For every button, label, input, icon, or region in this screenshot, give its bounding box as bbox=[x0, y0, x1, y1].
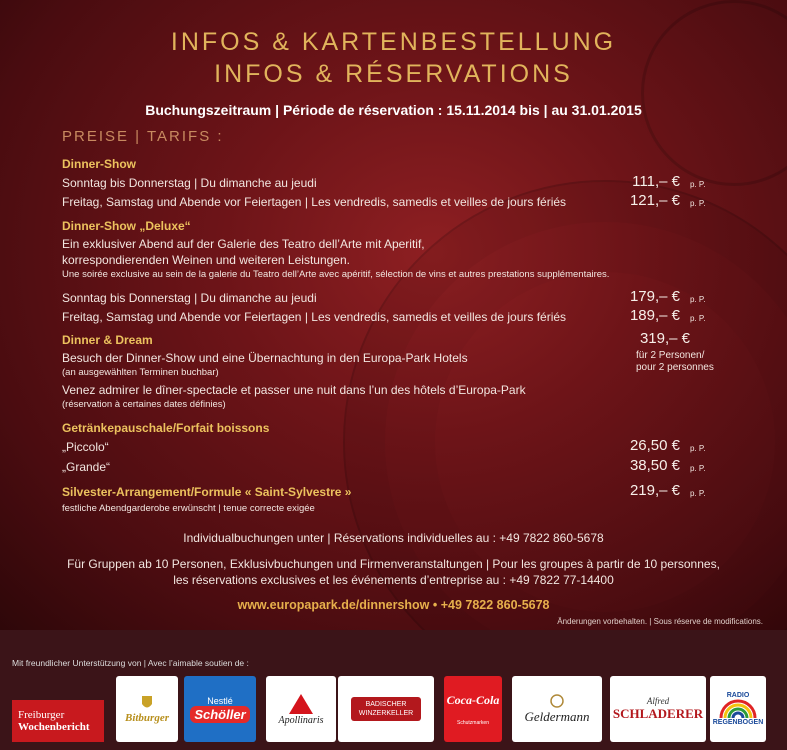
geldermann-crest-icon bbox=[549, 693, 565, 709]
apollinaris-logo bbox=[266, 676, 336, 742]
website-link[interactable]: www.europapark.de/dinnershow • +49 7822 860-5678 bbox=[237, 598, 550, 612]
page-title-de: INFOS & KARTENBESTELLUNG bbox=[170, 28, 617, 56]
dinner-show-row-2-label: Freitag, Samstag und Abende vor Feiertagen | Les vendredis, samedis et veilles de jours fériés bbox=[62, 195, 567, 209]
dinner-show-title: Dinner-Show bbox=[62, 157, 136, 171]
group-booking-2: les réservations exclusives et les événements d’entreprise au : +49 7822 77-14400 bbox=[173, 573, 614, 587]
dinner-show-row-1-label: Sonntag bis Donnerstag | Du dimanche au jeudi bbox=[62, 176, 317, 190]
support-label: Mit freundlicher Unterstützung von | Avec l’aimable soutien de : bbox=[12, 658, 249, 668]
coca-cola-logo bbox=[444, 676, 502, 742]
radio-logo-text-2: REGENBOGEN bbox=[712, 719, 764, 726]
drinks-row-1-price: 26,50 € bbox=[629, 437, 680, 454]
deluxe-desc-1: Ein exklusiver Abend auf der Galerie des Teatro dell’Arte mit Aperitif, bbox=[62, 237, 425, 251]
drinks-title: Getränkepauschale/Forfait boissons bbox=[62, 421, 270, 435]
sponsor-footer bbox=[0, 630, 787, 750]
wein-logo-text-2: WINZERKELLER bbox=[358, 710, 414, 717]
silvester-unit: p. P. bbox=[690, 489, 706, 498]
sponsor-logos bbox=[12, 676, 782, 746]
deluxe-row-1-unit: p. P. bbox=[690, 295, 706, 304]
bitburger-crest-icon bbox=[140, 694, 154, 712]
dinner-show-row-1-price: 111,– € bbox=[632, 173, 680, 190]
disclaimer: Änderungen vorbehalten. | Sous réserve de modifications. bbox=[557, 617, 763, 626]
drinks-row-1-unit: p. P. bbox=[690, 444, 706, 453]
schladerer-logo-text-1: Alfred bbox=[646, 696, 670, 706]
drinks-row-2-label: „Grande“ bbox=[62, 460, 111, 474]
radio-logo-text-1: RADIO bbox=[726, 692, 750, 699]
wein-logo-text-1: BADISCHER bbox=[365, 701, 407, 708]
deluxe-desc-fr: Une soirée exclusive au sein de la galerie du Teatro dell’Arte avec apéritif, sélection de vins et autres prestations supplémentaires. bbox=[62, 269, 610, 280]
badischer-winzerkeller-logo bbox=[338, 676, 434, 742]
deluxe-row-1-price: 179,– € bbox=[629, 288, 680, 305]
cocacola-logo-text: Coca-Cola bbox=[446, 692, 500, 707]
freiburger-logo-text-2: Wochenbericht bbox=[18, 721, 90, 733]
dream-note-2: pour 2 personnes bbox=[636, 362, 714, 373]
freiburger-wochenbericht-logo bbox=[12, 700, 104, 742]
individual-booking: Individualbuchungen unter | Réservations individuelles au : +49 7822 860-5678 bbox=[183, 531, 604, 545]
deluxe-row-2-unit: p. P. bbox=[690, 314, 706, 323]
silvester-title: Silvester-Arrangement/Formule « Saint-Sylvestre » bbox=[62, 485, 352, 499]
dinner-show-row-2-unit: p. P. bbox=[690, 199, 706, 208]
dream-price: 319,– € bbox=[639, 330, 690, 347]
deluxe-desc-2: korrespondierenden Weinen und weiteren Leistungen. bbox=[62, 253, 350, 267]
geldermann-logo bbox=[512, 676, 602, 742]
booking-period: Buchungszeitraum | Période de réservation : 15.11.2014 bis | au 31.01.2015 bbox=[145, 102, 642, 118]
dinner-show-row-2-price: 121,– € bbox=[629, 192, 680, 209]
dream-title: Dinner & Dream bbox=[62, 333, 153, 347]
rainbow-icon bbox=[718, 699, 758, 719]
deluxe-row-2-label: Freitag, Samstag und Abende vor Feiertagen | Les vendredis, samedis et veilles de jours fériés bbox=[62, 310, 567, 324]
schoeller-logo-text: Schöller bbox=[190, 706, 249, 723]
nestle-logo-text: Nestlé bbox=[207, 695, 233, 706]
deluxe-row-1-label: Sonntag bis Donnerstag | Du dimanche au jeudi bbox=[62, 291, 317, 305]
cocacola-logo-sub: Schutzmarken bbox=[457, 719, 489, 726]
bitburger-logo-text: Bitburger bbox=[124, 712, 169, 724]
schladerer-logo bbox=[610, 676, 706, 742]
nestle-schoeller-logo bbox=[184, 676, 256, 742]
bitburger-logo bbox=[116, 676, 178, 742]
dream-note-1: für 2 Personen/ bbox=[636, 350, 705, 361]
freiburger-logo-text-1: Freiburger bbox=[18, 709, 65, 721]
silvester-dress-code: festliche Abendgarderobe erwünscht | tenue correcte exigée bbox=[62, 503, 315, 514]
drinks-row-2-unit: p. P. bbox=[690, 464, 706, 473]
deluxe-row-2-price: 189,– € bbox=[629, 307, 680, 324]
radio-regenbogen-logo bbox=[710, 676, 766, 742]
tarifs-heading: PREISE | TARIFS : bbox=[62, 128, 224, 145]
apollinaris-triangle-icon bbox=[288, 693, 314, 715]
dinner-show-row-1-unit: p. P. bbox=[690, 180, 706, 189]
dream-desc-de: Besuch der Dinner-Show und eine Übernachtung in den Europa-Park Hotels bbox=[62, 351, 468, 365]
group-booking-1: Für Gruppen ab 10 Personen, Exklusivbuchungen und Firmenveranstaltungen | Pour les groupes à partir de 10 personnes, bbox=[67, 557, 720, 571]
silvester-price: 219,– € bbox=[629, 482, 680, 499]
dream-desc-fr: Venez admirer le dîner-spectacle et passer une nuit dans l’un des hôtels d’Europa-Park bbox=[62, 383, 526, 397]
drinks-row-2-price: 38,50 € bbox=[629, 457, 680, 474]
schladerer-logo-text-2: SCHLADERER bbox=[612, 706, 704, 721]
drinks-row-1-label: „Piccolo“ bbox=[62, 440, 109, 454]
dream-desc-fr-small: (réservation à certaines dates définies) bbox=[62, 399, 226, 410]
apollinaris-logo-text: Apollinaris bbox=[278, 714, 324, 726]
deluxe-title: Dinner-Show „Deluxe“ bbox=[62, 219, 191, 233]
dream-desc-de-small: (an ausgewählten Terminen buchbar) bbox=[62, 367, 219, 378]
page-title-fr: INFOS & RÉSERVATIONS bbox=[214, 60, 573, 88]
geldermann-logo-text: Geldermann bbox=[524, 709, 590, 724]
